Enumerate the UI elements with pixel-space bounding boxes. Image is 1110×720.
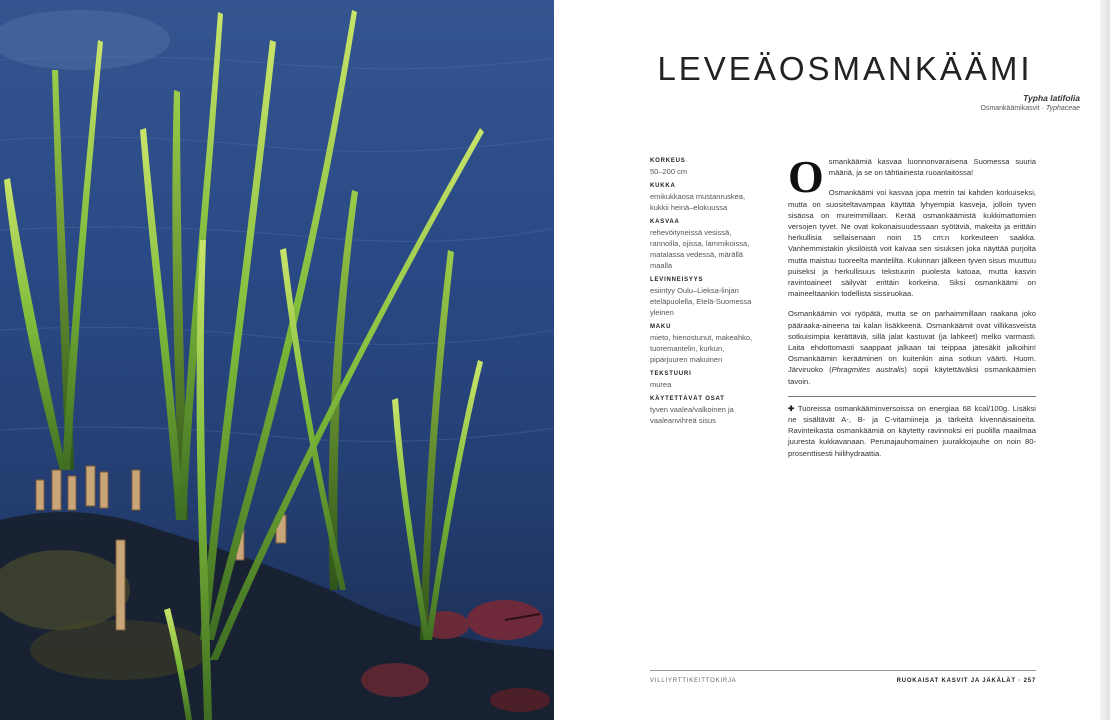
drop-cap: O — [788, 151, 824, 202]
fact-label: LEVINNEISYYS — [650, 277, 704, 283]
species-name: Phragmites australis — [831, 365, 905, 375]
fact-value: esiintyy Oulu–Lieksa-linjan eteläpuolella, Etelä-Suomessa yleinen — [650, 286, 752, 317]
fact-label: KASVAA — [650, 219, 680, 225]
paragraph-preparation-end: ) sopii käytettäväksi osmankäämien tavoin. — [788, 365, 1037, 386]
fact-value: rehevöityneissä vesissä, rannoilla, ojissa, lammikoissa, matalassa vedessä, märällä maalla — [650, 228, 750, 270]
paragraph-intro-text: smankäämiä kasvaa luonnonvaraisena Suomessa suuria määriä, ja se on tähtiainesta ruoanlaitossa! — [828, 157, 1036, 178]
nutrition-note — [788, 403, 1036, 459]
family-finnish: Osmankäämikasvit — [980, 105, 1040, 112]
fact-flower — [650, 182, 762, 213]
fact-label: KÄYTETTÄVÄT OSAT — [650, 396, 725, 402]
fact-taste — [650, 323, 762, 365]
paragraph-preparation-text: Osmankäämin voi ryöpätä, mutta se on parhaimmillaan raakana joko pääraaka-aineena tai kalan lisäkkeenä. Osmankäämit ovat villikasveista sotkuisimpia kerättäviä, sillä jalat kastuvat (ja lahkeet) melko varmasti. Laita ehdottomasti saappaat jalkaan tai teippaa jätesäkit jalkoihin! Osmankäämin kerääminen on kuitenkin aina sotkun väärti. Huom. Järviruoko ( — [788, 309, 1036, 375]
footer-section-page: RUOKAISAT KASVIT JA JÄKÄLÄT · 257 — [896, 678, 1036, 684]
fact-label: KORKEUS — [650, 158, 686, 164]
fact-edible-parts — [650, 395, 762, 426]
paragraph-preparation — [788, 308, 1036, 386]
paragraph-growth: Osmankäämi voi kasvaa jopa metrin tai kahden korkuiseksi, mutta on suositeltavampaa käyttää lyhyempiä kasveja, jolloin tyven sisäosa on mureimmillaan. Kerää osmankäämistä kukkimattomien versojen tyvet. Ne ovat kokonaisuudessaan syötäviä, makeita ja erittäin herkullisia sellaisenaan noin 15 cm:n korkeuteen saakka. Vanhemmistakin yksilöistä voit kaivaa sen sisuksen joka näyttää purjolta mutta maistuu tuoreelta mantelilta. Kukinnan jälkeen tyven sisus muuttuu puiseksi ja herkullisuus tekstuurin puolesta katoaa, mutta kasvin ravintoaineet säilyvät erittäin korkeina. Siksi osmankäämi on maineeltaankin todellista sissiruokaa. — [788, 188, 1036, 299]
fact-label: TEKSTUURI — [650, 371, 692, 377]
fact-value: tyven vaalea/valkoinen ja vaaleanvihreä sisus — [650, 405, 734, 425]
fact-texture — [650, 370, 762, 390]
fact-label: KUKKA — [650, 183, 676, 189]
plant-family — [780, 105, 1080, 112]
article-body — [788, 151, 1037, 468]
fact-value: murea — [650, 380, 672, 389]
cattail-photo — [0, 0, 554, 720]
fact-sidebar — [650, 157, 762, 431]
fact-label: MAKU — [650, 324, 672, 330]
fact-height — [650, 157, 762, 177]
family-separator: · — [1039, 105, 1046, 112]
footer-rule — [650, 670, 1036, 671]
fact-value: emikukkaosa mustanruskea, kukkii heinä–elokuussa — [650, 192, 746, 212]
family-latin: Typhaceae — [1045, 105, 1080, 112]
note-divider — [788, 396, 1036, 397]
fact-value: mieto, hienostunut, makeahko, tuoremantelin, kurkun, piparjuuren makuinen — [650, 333, 753, 364]
fact-habitat — [650, 218, 762, 271]
page-title: LEVEÄOSMANKÄÄMI — [657, 50, 1033, 87]
footer-book-title: VILLIYRTTIKEITTOKIRJA — [650, 678, 737, 684]
fact-distribution — [650, 276, 762, 318]
plus-icon: ✚ — [788, 403, 796, 413]
paragraph-intro — [788, 151, 1036, 202]
fact-value: 50–200 cm — [650, 167, 688, 176]
latin-name: Typha latifolia — [1023, 93, 1080, 103]
nutrition-note-text: Tuoreissa osmankääminversoissa on energiaa 68 kcal/100g. Lisäksi ne sisältävät A-, B- ja C-vitamiineja ja tärkeitä kivennäisaineita. Ravinteikasta osmankäämiä on käytetty ravinnoksi eri puolilla maailmaa juuresta kukkavanaan. Perunajauhomainen juurakkojauhe on noin 80-prosenttisesti hiilihydraattia. — [788, 403, 1036, 458]
page-edge — [1100, 0, 1110, 720]
